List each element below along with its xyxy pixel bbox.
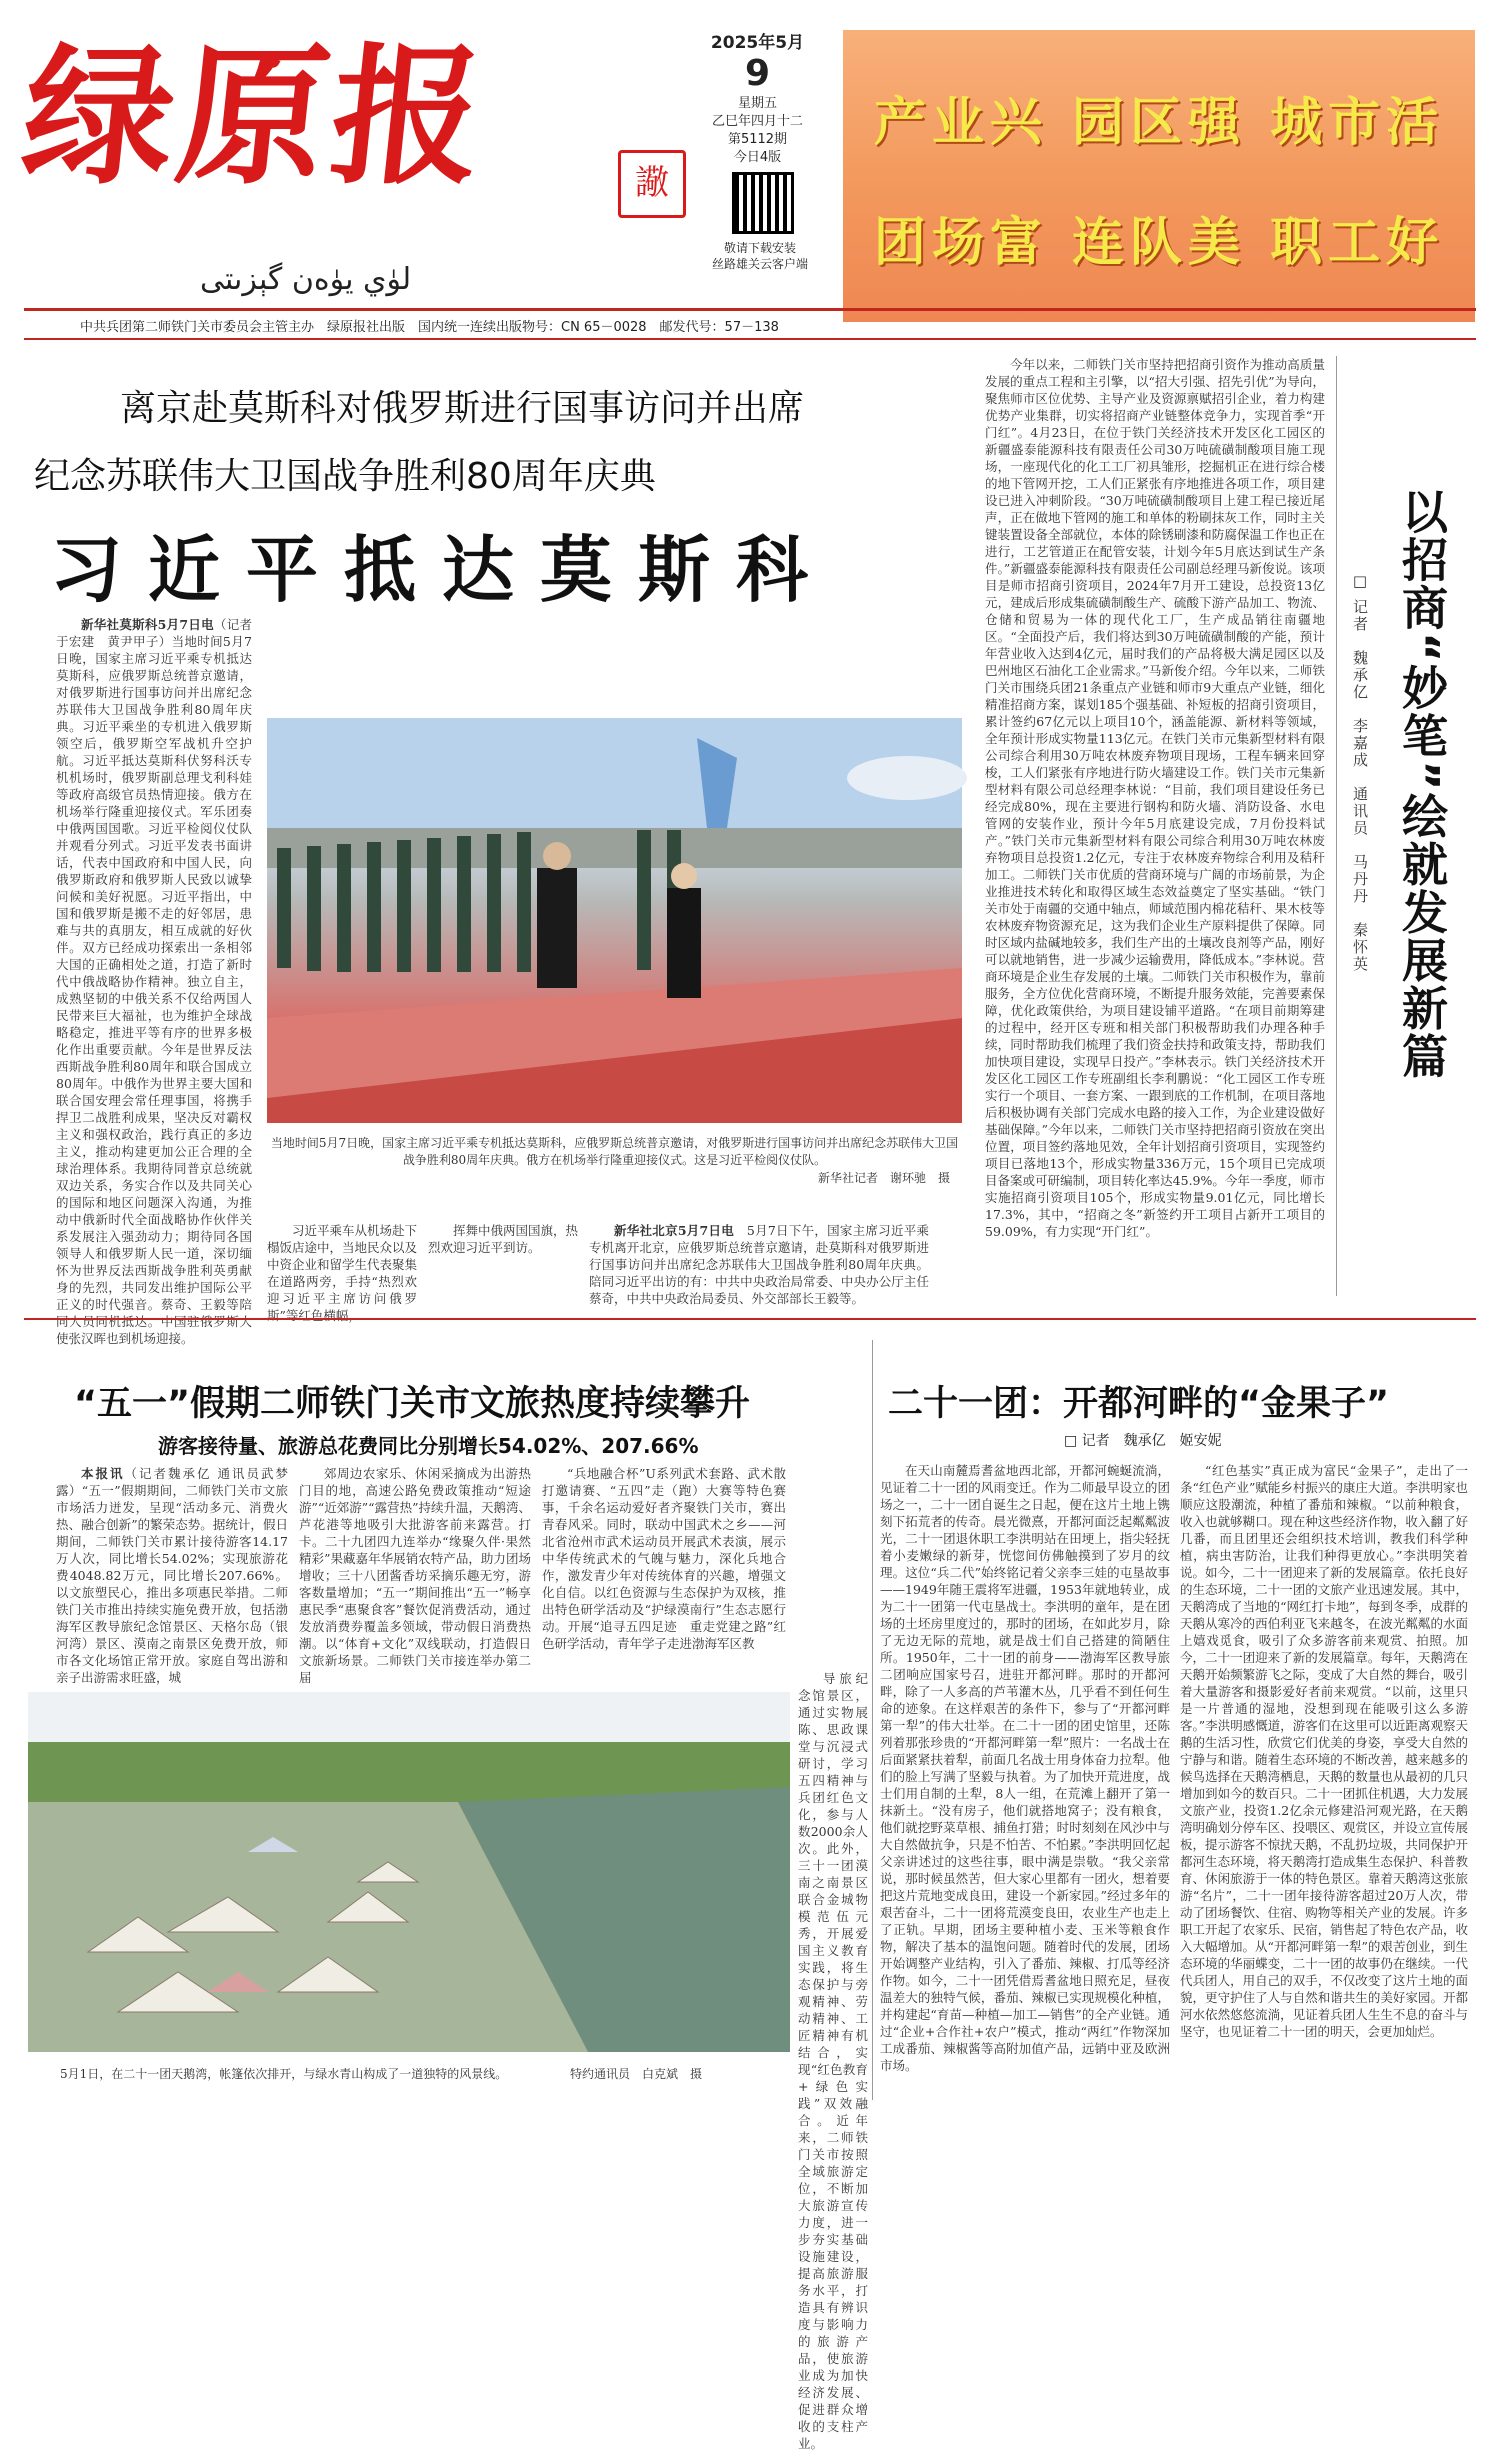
- lead-col2-text: 习近平乘车从机场赴下榻饭店途中，当地民众以及中资企业和留学生代表聚集在道路两旁，手持“热烈欢迎习近平主席访问俄罗斯”等红色横幅，: [267, 1223, 418, 1323]
- section-rule: [24, 1318, 1476, 1320]
- tourism-photo-caption: 5月1日，在二十一团天鹅湾，帐篷依次排开，与绿水青山构成了一道独特的风景线。: [60, 2067, 508, 2081]
- lead-col4-text: 5月7日下午，国家主席习近平乘专机离开北京，应俄罗斯总统普京邀请，赴莫斯科对俄罗斯进行国事访问并出席纪念苏联伟大卫国战争胜利80周年庆典。陪同习近平出访的有：中共中央政治局常委、中央办公厅主任蔡奇，中共中央政治局委员、外交部部长王毅等。: [589, 1223, 929, 1306]
- side-divider: [1336, 356, 1337, 1296]
- date-box: [700, 28, 815, 167]
- lead-headline: 习近平抵达莫斯科: [50, 528, 835, 612]
- tourism-photo-credit: 特约通讯员 白克斌 摄: [570, 2067, 703, 2081]
- side-body: [985, 356, 1325, 1304]
- date-lunar: 乙巳年四月十二: [711, 114, 803, 129]
- lead-dateline: 新华社莫斯科5月7日电: [81, 617, 214, 632]
- newspaper-logo: [14, 29, 624, 212]
- side-byline: □ 记者 魏承亿 李嘉成 通讯员 马丹丹 秦怀英: [1351, 572, 1369, 973]
- bottom-divider: [872, 1340, 873, 2100]
- date-day: 9: [744, 53, 771, 94]
- newspaper-name: 绿原报: [14, 29, 496, 205]
- logo-seal: 䜘: [618, 150, 686, 218]
- lead-photo-caption: 当地时间5月7日晚，国家主席习近平乘专机抵达莫斯科，应俄罗斯总统普京邀请，对俄罗斯进行国事访问并出席纪念苏联伟大卫国战争胜利80周年庆典。俄方在机场举行隆重迎接仪式。这是习近平检阅仪仗队。: [270, 1136, 959, 1167]
- slogan-row-2: 团场富 连队美 职工好: [873, 212, 1445, 273]
- tourism-photo: [28, 1692, 790, 2052]
- lead-col-3: [428, 1222, 578, 1297]
- lead-col-4: [589, 1222, 929, 1306]
- side-title: 以招商“妙笔”绘就发展新篇: [1395, 488, 1449, 1081]
- date-weekday: 星期五: [737, 96, 777, 111]
- fruit-byline: □ 记者 魏承亿 姬安妮: [1064, 1433, 1222, 1449]
- tourism-col-3b: [798, 1670, 868, 2451]
- publication-info: 中共兵团第二师铁门关市委员会主管主办 绿原报社出版 国内统一连续出版物号：CN 65－0028 邮发代号：57－138: [80, 320, 779, 335]
- tourism-col1-text: “五一”假期期间，二师铁门关市文旅市场活力迸发，呈现“活动多元、消费火热、融合创新”的繁荣态势。据统计，假日期间，二师铁门关市累计接待游客14.17万人次，同比增长54.02%；实现旅游花费4048.82万元，同比增长207.66%。以文旅塑民心，推出多项惠民举措。二师铁门关市推出持续实施免费开放，包括渤海军区教导旅纪念馆景区、天格尔岛（银河湾）景区、漠南之南景区免费开放，师市各文化场馆正常开放。家庭自驾出游和亲子出游需求旺盛，城: [56, 1483, 288, 1685]
- fruit-col2-text: “红色基实”真正成为富民“金果子”，走出了一条“红色产业”赋能乡村振兴的康庄大道。李洪明家也顺应这股潮流，种植了番茄和辣椒。“以前种粮食，收入也就够糊口。现在种这些经济作物，收入翻了好几番，而且团里还会组织技术培训，教我们科学种植，病虫害防治，让我们种得更放心。”李洪明笑着说。如今，二十一团迎来了新的发展篇章。依托良好的生态环境，二十一团的文旅产业迅速发展。其中，天鹅湾成了当地的“网红打卡地”，每到冬季，成群的天鹅从寒冷的西伯利亚飞来越冬，在波光粼粼的水面上嬉戏觅食，吸引了众多游客前来观赏、拍照。加今，二十一团迎来了新的发展篇章。每年，天鹅湾在天鹅开始频繁游飞之际，变成了大自然的舞台，吸引着大量游客和摄影爱好者前来观赏。“以前，这里只是一片普通的湿地，没想到现在能吸引这么多游客。”李洪明感慨道，游客们在这里可以近距离观察天鹅的生活习性，欣赏它们优美的身姿，享受大自然的宁静与和谐。随着生态环境的不断改善，越来越多的候鸟选择在天鹅湾栖息，天鹅的数量也从最初的几只增加到如今的数百只。二十一团抓住机遇，大力发展文旅产业，投资1.2亿余元修建沿河观光路，在天鹅湾明确划分停车区、投喂区、观赏区，并设立宣传展板，提示游客不惊扰天鹅，不乱扔垃圾，共同保护开都河生态环境，将天鹅湾打造成集生态保护、科普教育、休闲旅游于一体的特色景区。靠着天鹅湾这张旅游“名片”，二十一团年接待游客超过20万人次，带动了团场餐饮、住宿、购物等相关产业的发展。许多职工开起了农家乐、民宿，销售起了特色农产品，收入大幅增加。从“开都河畔第一犁”的艰苦创业，到生态环境的华丽蝶变，二十一团的故事仍在继续。一代代兵团人，用自己的双手，不仅改变了这片土地的面貌，更守护住了人与自然和谐共生的美好家园。开都河水依然悠悠流淌，见证着兵团人生生不息的奋斗与坚守，也见证着二十一团的明天，会更加灿烂。: [1180, 1463, 1468, 2039]
- tourism-col2-text: 郊周边农家乐、休闲采摘成为出游热门目的地，高速公路免费政策推动“短途游”“近郊游”“露营热”持续升温，天鹅湾、芦花港等地吸引大批游客前来露营。打卡。二十九团四九连举办“缘聚久伴·果然精彩”果藏嘉年华展销农特产品，助力团场增收；三十八团酱香坊采摘乐趣无穷，游客数量增加；“五一”期间推出“五一”畅享惠民季“惠聚食客”餐饮促消费活动，通过发放消费券覆盖多领域，带动假日消费热潮。以“体育+文化”双线联动，打造假日文旅新场景。二师铁门关市接连举办第二届: [299, 1466, 531, 1685]
- qr-caption-line2: 丝路雄关云客户端: [711, 257, 808, 271]
- slogan-banner: [843, 30, 1475, 322]
- side-body-text: 今年以来，二师铁门关市坚持把招商引资作为推动高质量发展的重点工程和主引擎，以“招大引强、招先引优”为导向，聚焦师市区位优势、主导产业及资源禀赋招引企业，着力构建优势产业集群，切实将招商产业链整体竞争力，实现首季“开门红”。4月23日，在位于铁门关经济技术开发区化工园区的新疆盛泰能源科技有限责任公司30万吨硫磺制酸项目施工现场，一座现代化的化工工厂初具雏形，挖掘机正在进行综合楼的地下管网开挖，工人们正紧张有序地推进各项工作，项目建设已进入冲刺阶段。“30万吨硫磺制酸项目上建工程已接近尾声，正在做地下管网的施工和单体的粉刷抹灰工作，同时主关键装置设备全部就位，本体的除锈刷漆和防腐保温工作也正在进行，工艺管道正在配管安装，计划今年5月底达到试生产条件。”新疆盛泰能源科技有限责任公司副总经理马新俊说。该项目是师市招商引资项目，2024年7月开工建设，总投资13亿元，建成后形成集硫磺制酸生产、硫酸下游产品加工、物流、仓储和贸易为一体的现代化工厂，生产成品销往南疆地区。“全面投产后，我们将达到30万吨硫磺制酸的产能，预计年营业收入达到4亿元，届时我们的产品将极大满足园区以及巴州地区石油化工企业需求。”马新俊介绍。今年以来，二师铁门关市围绕兵团21条重点产业链和师市9大重点产业链，细化精准招商方案，谋划185个强基础、补短板的招商引资项目，累计签约67亿元以上项目10个，涵盖能源、新材料等领域，全年预计形成实物量113亿元。在铁门关市元集新型材料有限公司综合利用30万吨农林废弃物项目现场，工程车辆来回穿梭，工人们紧张有序地进行防火墙建设工作。铁门关市元集新型材料有限公司总经理李林说：“目前，我们项目建设任务已经完成80%，现在主要进行钢构和防火墙、消防设备、水电管网的安装作业，预计今年5月底建设完成，7月份投料试产。”铁门关市元集新型材料有限公司综合利用30万吨农林废弃物项目总投资1.2亿元，专注于农林废弃物综合利用及秸秆加工。二师铁门关市优质的营商环境与广阔的市场前景，为企业推进技术转化和取得区域生态效益奠定了坚实基础。“铁门关市处于南疆的交通中轴点，师域范围内棉花秸秆、果木枝等农林废弃物资源充足，这为我们企业生产原料提供了保障。同时区域内盐碱地较多，我们生产出的土壤改良剂等产品，刚好可以就地销售，进一步减少运输费用，降低成本。”李林说。营商环境是企业生存发展的土壤。二师铁门关市积极作为，靠前服务，全方位优化营商环境，不断提升服务效能，完善要素保障，优化政策供给，为项目建设铺平道路。“在项目前期筹建的过程中，经开区专班和相关部门积极帮助我们办理各种手续，同时帮助我们梳理了我们资金扶持和政策支持，帮助我们加快项目建设，实现早日投产。”李林表示。铁门关经济技术开发区化工园区工作专班副组长李利鹏说：“化工园区工作专班实行一个项目、一套方案、一跟到底的工作机制，在项目落地后积极协调有关部门完成水电路的接入工作，为企业建设做好基础保障。”今年以来，二师铁门关市坚持把招商引资放在突出位置，项目签约落地见效，全年计划招商引资项目，实现签约项目已落地13个，形成实物量336万元，15个项目已完成项目备案或可研编制，项目转化率达45.9%。今年一季度，师市实施招商引资项目105个，形成实物量9.01亿元，同比增长17.3%，其中，“招商之冬”新签约开工项目占新开工项目的59.09%，有力实现“开门红”。: [985, 357, 1325, 1239]
- fruit-col-2: [1180, 1462, 1468, 2062]
- fruit-col-1: [880, 1462, 1170, 2073]
- slogan-row-1: 产业兴 园区强 城市活: [873, 92, 1445, 153]
- tourism-col-2: [299, 1465, 531, 1685]
- qr-caption: [700, 240, 820, 272]
- tourism-byline: （记者魏承亿 通讯员武梦露）: [56, 1466, 288, 1498]
- lead-photo-credit: 新华社记者 谢环驰 摄: [817, 1171, 950, 1185]
- tourism-col3b-text: 导旅纪念馆景区，通过实物展陈、思政课堂与沉浸式研讨，学习五四精神与兵团红色文化，参与人数2000余人次。此外，三十一团漠南之南景区联合金城物模范伍元秀，开展爱国主义教育实践，将生态保护与旁观精神、劳动精神、工匠精神有机结合，实现“红色教育+绿色实践”双效融合。近年来，二师铁门关市按照全域旅游定位，不断加大旅游宣传力度，进一步夯实基础设施建设，提高旅游服务水平，打造具有辨识度与影响力的旅游产品，使旅游业成为加快经济发展、促进群众增收的支柱产业。: [798, 1671, 868, 2451]
- tourism-col-3a: [542, 1465, 786, 1685]
- lead-col3-text: 挥舞中俄两国国旗，热烈欢迎习近平到访。: [428, 1223, 579, 1255]
- lead-col-2: [267, 1222, 418, 1323]
- lead-photo: [267, 718, 962, 1123]
- lead-col1-text: 当地时间5月7日晚，国家主席习近平乘专机抵达莫斯科，应俄罗斯总统普京邀请，对俄罗斯进行国事访问并出席纪念苏联伟大卫国战争胜利80周年庆典。习近平乘坐的专机进入俄罗斯领空后，俄罗斯空军战机升空护航。习近平抵达莫斯科伏努科沃专机机场时，俄罗斯副总理戈利科娃等政府高级官员热情迎接。俄方在机场举行隆重迎接仪式。军乐团奏中俄两国国歌。习近平检阅仪仗队并观看分列式。习近平发表书面讲话，代表中国政府和中国人民，向俄罗斯政府和俄罗斯人民致以诚挚问候和美好祝愿。习近平指出，中国和俄罗斯是搬不走的好邻居，患难与共的真朋友，相互成就的好伙伴。双方已经成功探索出一条相邻大国的正确相处之道，打造了新时代中俄战略协作精神。独立自主，成熟坚韧的中俄关系不仅给两国人民带来巨大福祉，也为维护全球战略稳定，推进平等有序的世界多极化作出重要贡献。今年是世界反法西斯战争胜利80周年和联合国成立80周年。中俄作为世界主要大国和联合国安理会常任理事国，将携手捍卫二战胜利成果，坚决反对霸权主义和强权政治，践行真正的多边主义，推动构建更加公正合理的全球治理体系。我期待同普京总统就双边关系，务实合作以及共同关心的国际和地区问题深入沟通，为推动中俄新时代全面战略协作伙伴关系发展注入强劲动力；期待同各国领导人和俄罗斯人民一道，深切缅怀为世界反法西斯战争胜利英勇献身的先烈，共同发出维护国际公平正义的时代强音。蔡奇、王毅等陪同人员同机抵达。中国驻俄罗斯大使张汉晖也到机场迎接。: [56, 634, 252, 1346]
- fruit-title: 二十一团：开都河畔的“金果子”: [888, 1384, 1390, 1424]
- page-count: 今日4版: [733, 150, 782, 165]
- lead-col-1: [56, 616, 252, 1346]
- lead-photo-illustration: [267, 718, 962, 1123]
- lead-kicker-1: 离京赴莫斯科对俄罗斯进行国事访问并出席: [120, 388, 805, 429]
- issue-number: 第5112期: [727, 132, 788, 147]
- tourism-title: “五一”假期二师铁门关市文旅热度持续攀升: [74, 1384, 751, 1424]
- masthead-rule: [24, 308, 1476, 311]
- qr-code-icon[interactable]: [732, 172, 794, 234]
- lead-col4-dateline: 新华社北京5月7日电: [614, 1223, 735, 1238]
- info-rule: [24, 338, 1476, 340]
- tourism-col-1: [56, 1465, 288, 1685]
- date-year-month: 2025年5月: [710, 33, 805, 53]
- lead-kicker-2: 纪念苏联伟大卫国战争胜利80周年庆典: [34, 456, 656, 497]
- qr-caption-line1: 敬请下载安装: [723, 241, 796, 255]
- lead-byline: （记者于宏建 黄尹甲子）: [56, 617, 252, 649]
- fruit-col1-text: 在天山南麓焉耆盆地西北部，开都河蜿蜒流淌，见证着二十一团的风雨变迁。作为二师最早设立的团场之一，二十一团自诞生之日起，便在这片土地上镌刻下拓荒者的传奇。晨光微熹，开都河面泛起粼粼波光，二十一团退休职工李洪明站在田埂上，指尖轻抚着小麦嫩绿的新芽，恍惚间仿佛触摸到了岁月的纹理。这位“兵二代”始终铭记着父亲李三娃的屯垦故事——1949年随王震将军进疆，1953年就地转业，成为二十一团第一代屯垦战士。李洪明的童年，是在团场的土坯房里度过的，那时的团场，在如此岁月，除了无边无际的荒地，就是战士们自己搭建的简陋住所。1950年，二十一团的前身——渤海军区教导旅二团响应国家号召，进驻开都河畔。那时的开都河畔，除了一人多高的芦苇灌木丛，几乎看不到任何生命的迹象。在这样艰苦的条件下，参与了“开都河畔第一犁”的伟大壮举。在二十一团的团史馆里，还陈列着那张珍贵的“开都河畔第一犁”照片：一名战士在后面紧紧扶着犁，前面几名战士用身体奋力拉犁。他们的脸上写满了坚毅与执着。为了加快开荒进度，战士们用自制的土犁，8人一组，在荒滩上翻开了第一抹新土。“没有房子，他们就搭地窝子；没有粮食，他们就挖野菜草根、捕鱼打猎；时时刻刻在风沙中与大自然做抗争，只是不怕苦、不怕累。”李洪明回忆起父亲讲述过的这些往事，眼中满是崇敬。“我父亲常说，那时候虽然苦，但大家心里都有一团火，想着要把这片荒地变成良田，建设一个新家园。”经过多年的艰苦奋斗，二十一团将荒漠变良田，农业生产也走上了正轨。早期，团场主要种植小麦、玉米等粮食作物，解决了基本的温饱问题。随着时代的发展，团场开始调整产业结构，引入了番茄、辣椒、打瓜等经济作物。如今，二十一团凭借焉耆盆地日照充足，昼夜温差大的独特气候，番茄、辣椒已实现规模化种植，并构建起“育苗—种植—加工—销售”的全产业链。通过“企业+合作社+农户”模式，推动“两红”作物深加工成番茄、辣椒酱等高附加值产品，远销中亚及欧洲市场。: [880, 1463, 1170, 2073]
- uyghur-name: لۈي يۈەن گېزىتى: [200, 262, 412, 297]
- tourism-photo-illustration: [28, 1692, 790, 2052]
- tourism-col3a-text: “兵地融合杯”U系列武术套路、武术散打邀请赛、“五四”走（跑）大赛等特色赛事，千余名运动爱好者齐聚铁门关市，赛出青春风采。同时，联动中国武术之乡——河北省沧州市武术运动员开展武术表演，展示中华传统武术的气魄与魅力，深化兵地合作，激发青少年对传统体育的兴趣，增强文化自信。以红色资源与生态保护为双核，推出特色研学活动及“护绿漠南行”生态志愿行动。开展“追寻五四足迹 重走党建之路”红色研学活动，青年学子走进渤海军区教: [542, 1466, 786, 1651]
- tourism-subtitle: 游客接待量、旅游总花费同比分别增长54.02%、207.66%: [158, 1434, 699, 1458]
- tourism-dateline: 本报讯: [81, 1466, 125, 1481]
